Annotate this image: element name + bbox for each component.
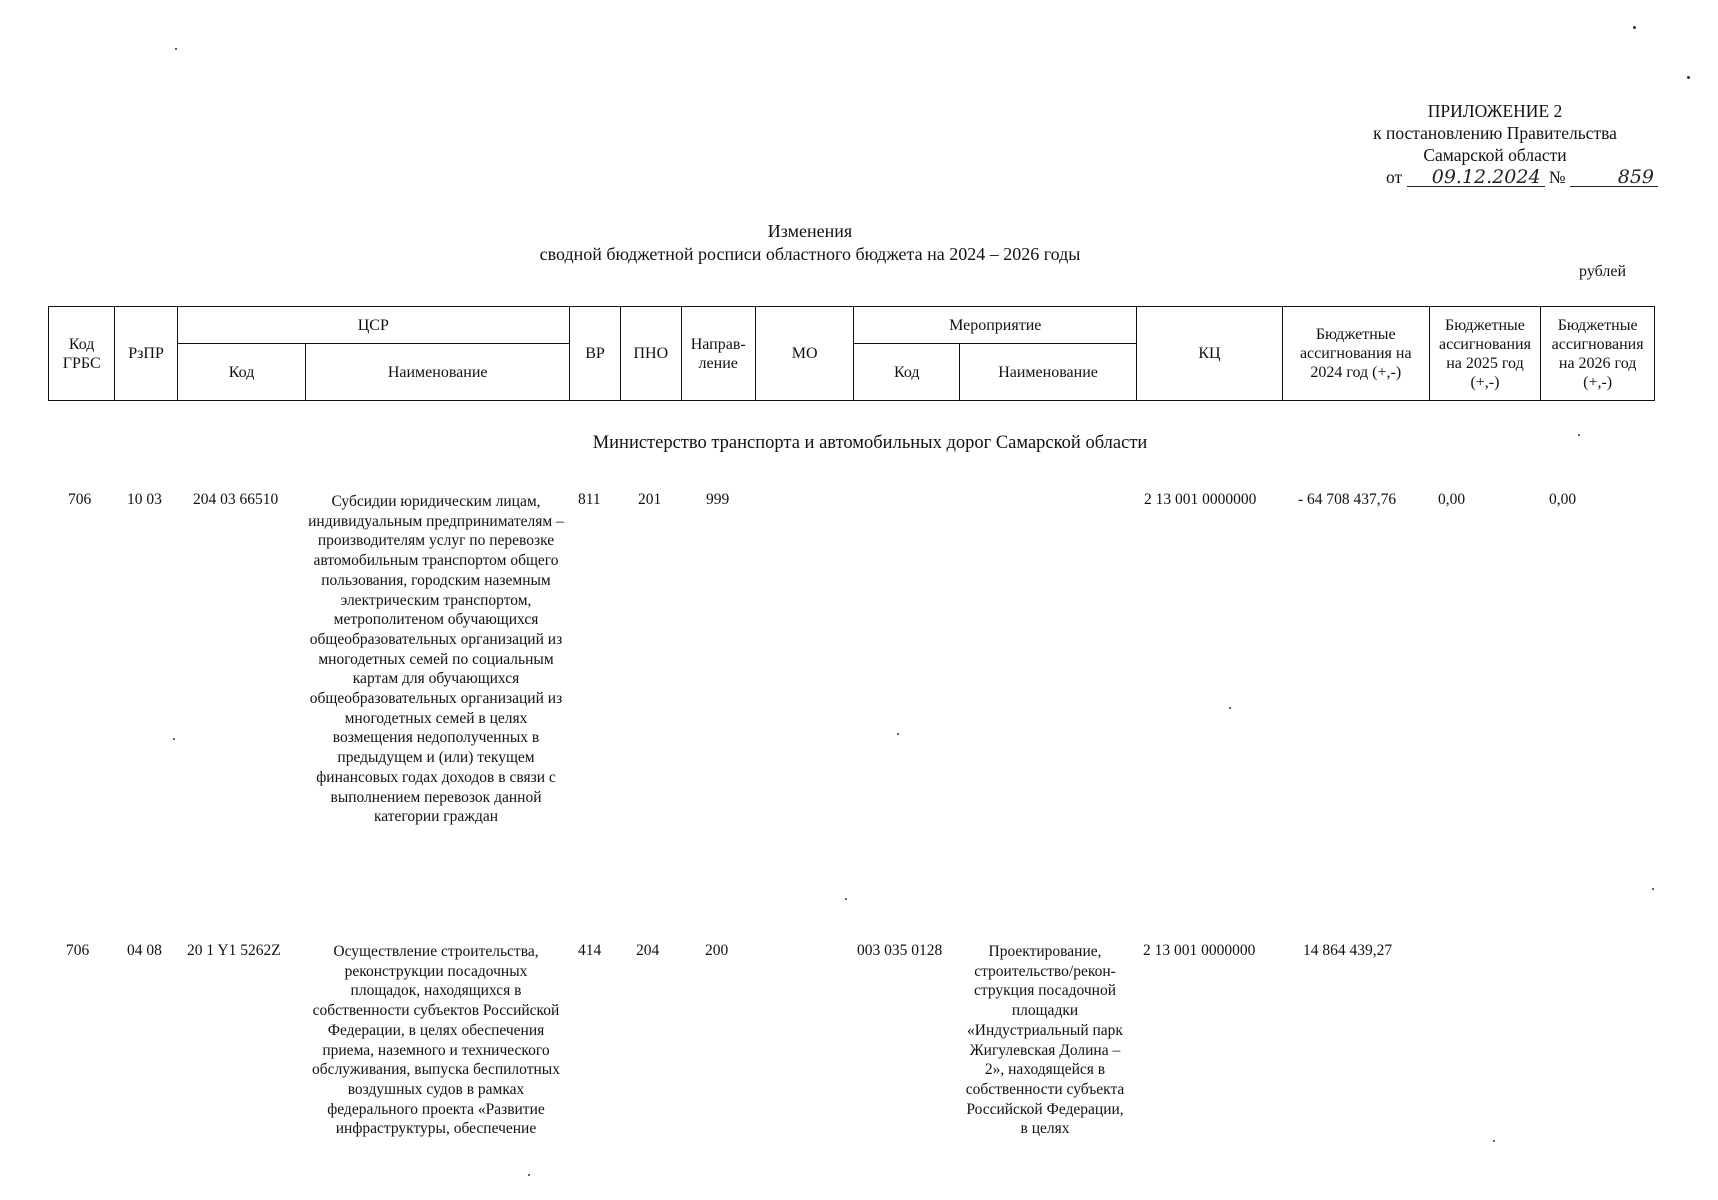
cell-budget-2024: - 64 708 437,76: [1298, 491, 1397, 508]
units-label: рублей: [1579, 263, 1626, 280]
header-kod-grbs: Код ГРБС: [49, 307, 115, 401]
header-mer-name: Наименование: [960, 344, 1137, 401]
date-prefix: от: [1386, 167, 1403, 187]
scan-speck: [528, 1174, 530, 1176]
cell-csr-name: Субсидии юридическим лицам, индивидуальным предпринимателям – производителям услуг по перевозке автомобильным транспортом общего пользования, городским наземным электрическим транспортом, метрополитеном обучающихся общеобразовательных организаций из многодетных семей по социальным картам для обучающихся общеобразовательных организаций из многодетных семей в целях возмещения недополученных в предыдущем и (или) текущем финансовых годах доходов в связи с выполнением перевозок данной категории граждан: [308, 493, 564, 826]
header-budget-2025: Бюджетные ассигнования на 2025 год (+,-): [1429, 307, 1541, 401]
appendix-date-line: [1330, 166, 1660, 188]
cell-csr-code: 204 03 66510: [193, 491, 279, 508]
scan-speck: [173, 738, 175, 740]
cell-napr: 999: [706, 491, 730, 508]
cell-rzpr: 10 03: [127, 491, 162, 508]
cell-mer-name: Проектирование, строительство/рекон-струкция посадочной площадки «Индустриальный парк Жигулевская Долина – 2», находящейся в собственности субъекта Российской Федерации, в целях: [965, 943, 1125, 1138]
cell-grbs: 706: [66, 942, 90, 959]
appendix-line-2: к постановлению Правительства: [1373, 123, 1617, 143]
scan-speck: [1229, 707, 1231, 709]
appendix-title: ПРИЛОЖЕНИЕ 2: [1427, 101, 1563, 121]
header-pno: ПНО: [621, 307, 681, 401]
cell-napr: 200: [705, 942, 729, 959]
ministry-heading: Министерство транспорта и автомобильных дорог Самарской области: [592, 433, 1148, 453]
cell-budget-2026: 0,00: [1549, 491, 1577, 508]
cell-grbs: 706: [68, 491, 92, 508]
scan-speck: [1493, 1140, 1495, 1142]
scan-speck: [897, 733, 899, 735]
header-napravlenie: Направ-ление: [681, 307, 755, 401]
table-header: [48, 306, 1655, 401]
header-csr-kod: Код: [177, 344, 306, 401]
number-prefix: №: [1548, 167, 1566, 187]
scan-speck: [1652, 888, 1654, 890]
handwritten-date: 09.12.2024: [1407, 168, 1545, 187]
header-budget-2024: Бюджетные ассигнования на 2024 год (+,-): [1282, 307, 1429, 401]
cell-csr-name: Осуществление строительства, реконструкции посадочных площадок, находящихся в собственности субъектов Российской Федерации, в целях обеспечения приема, наземного и технического обслуживания, выпуска беспилотных воздушных судов в рамках федерального проекта «Развитие инфраструктуры, обеспечение: [312, 943, 560, 1138]
cell-csr-code: 20 1 Y1 5262Z: [187, 942, 281, 959]
cell-pno: 201: [638, 491, 662, 508]
cell-kc: 2 13 001 0000000: [1144, 491, 1257, 508]
cell-vr: 414: [578, 942, 602, 959]
scan-speck: [1687, 76, 1690, 79]
header-csr-name: Наименование: [306, 344, 569, 401]
header-csr: ЦСР: [177, 307, 569, 344]
title-line-1: Изменения: [767, 221, 853, 241]
cell-budget-2025: 0,00: [1438, 491, 1466, 508]
cell-kc: 2 13 001 0000000: [1143, 942, 1256, 959]
header-rzpr: РзПР: [115, 307, 177, 401]
header-kc: КЦ: [1137, 307, 1283, 401]
title-line-2: сводной бюджетной росписи областного бюджета на 2024 – 2026 годы: [539, 244, 1081, 264]
scan-speck: [1578, 434, 1580, 436]
cell-vr: 811: [578, 491, 601, 508]
cell-rzpr: 04 08: [127, 942, 162, 959]
header-mer-kod: Код: [854, 344, 960, 401]
cell-budget-2024: 14 864 439,27: [1303, 942, 1393, 959]
cell-mo: 003 035 0128: [857, 942, 943, 959]
handwritten-number: 859: [1570, 168, 1658, 187]
cell-pno: 204: [636, 942, 660, 959]
scan-speck: [1633, 26, 1636, 29]
scan-speck: [175, 48, 177, 50]
header-budget-2026: Бюджетные ассигнования на 2026 год (+,-): [1541, 307, 1655, 401]
header-meropriyatie: Мероприятие: [854, 307, 1137, 344]
header-vr: ВР: [569, 307, 620, 401]
header-mo: МО: [755, 307, 854, 401]
document-title: [440, 220, 1180, 266]
scan-speck: [845, 898, 847, 900]
appendix-block: [1330, 100, 1660, 188]
appendix-line-3: Самарской области: [1423, 145, 1567, 165]
